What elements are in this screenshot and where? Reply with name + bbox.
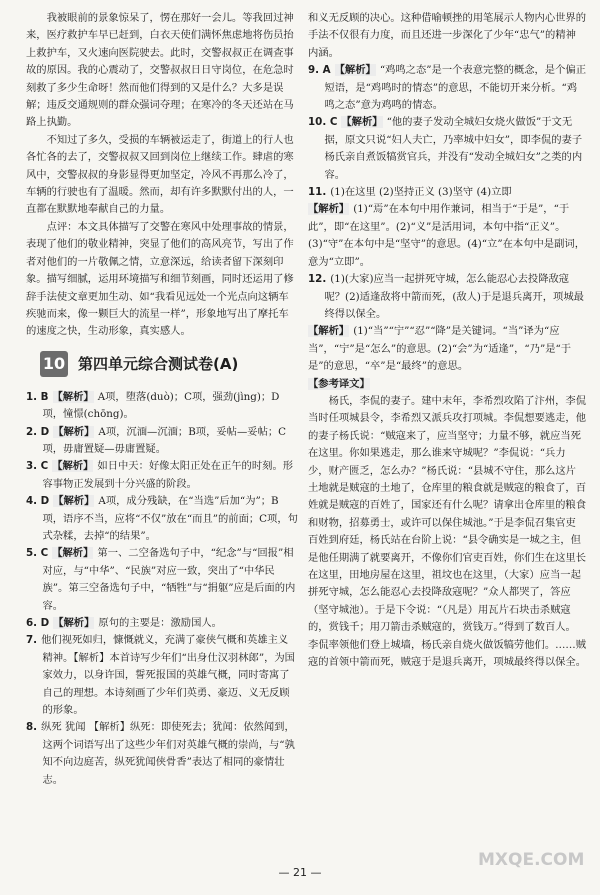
answer-item bbox=[26, 458, 298, 493]
answer-number: 1. B bbox=[26, 390, 49, 403]
answer-number: 5. C bbox=[26, 547, 49, 560]
translation-heading: 【参考译文】 bbox=[308, 377, 370, 390]
answer-text: (1)“焉”在本句中用作兼词，相当于“于是”，“于此”，即“在这里”。(2)“义”是活用词，本句中指“正义”。(3)“守”在本句中是“坚守”的意思。(4)“立”在本句中是副词，意为“立即”。 bbox=[308, 203, 585, 268]
answer-number: 12. bbox=[308, 273, 327, 286]
answer-item bbox=[26, 719, 298, 789]
answer-text: A项，堕落(duò)；C项，强劲(jìng)；D项，憧憬(chōng)。 bbox=[42, 390, 280, 421]
answer-text: (1)在这里 (2)坚持正义 (3)坚守 (4)立即 bbox=[330, 186, 512, 199]
left-column bbox=[26, 10, 298, 789]
answer-text: “鸡鸣之态”是一个表意完整的概念，是个偏正短语，是“鸡鸣时的情态”的意思，不能切开来分析。“鸡鸣之态”意为鸡鸣的情态。 bbox=[324, 64, 586, 112]
answer-item bbox=[308, 201, 586, 271]
answer-item bbox=[308, 62, 586, 114]
right-column bbox=[308, 10, 586, 671]
analysis-tag: 【解析】 bbox=[308, 203, 350, 216]
answer-text: “他的妻子发动全城妇女烧火做饭”于文无据，原文只说“妇人夫亡，乃率城中妇女”，即李侃的妻子杨氏亲自煮饭犒赏官兵，并没有“发动全城妇女”之类的内容。 bbox=[324, 116, 583, 181]
answer-number: 4. D bbox=[26, 495, 50, 508]
answer-item bbox=[26, 424, 298, 459]
answer-item bbox=[308, 323, 586, 375]
answer-item bbox=[26, 389, 298, 424]
answer-item bbox=[308, 114, 586, 184]
answer-text: A项，沉湎—沉湎；B项，妥帖—妥帖；C项，毋庸置疑—毋庸置疑。 bbox=[42, 425, 287, 455]
answer-number: 10. C bbox=[308, 116, 338, 129]
analysis-tag: 【解析】 bbox=[53, 495, 95, 508]
answer-text: 第一、二空备选句子中，“纪念”与“回报”相对应，与“中华”、“民族”对应一致，突出了“中华民族”。第三空备选句子中，“牺牲”与“捐躯”应是后面的内容。 bbox=[42, 547, 296, 612]
answer-item bbox=[26, 615, 298, 632]
answer-item bbox=[308, 271, 586, 323]
page-number: — 21 — bbox=[278, 866, 322, 879]
passage-paragraph: 我被眼前的景象惊呆了，愣在那好一会儿。等我回过神来，医疗救护车早已赶到，白衣天使们满怀焦虑地将伤员抬上救护车，又火速向医院驶去。此时，交警叔叔正在调查事故的原因。我的心震动了，交警叔叔日日守岗位，在危急时刻救了多少生命呀！然而他们得到的又是什么？大多是误解；违反交通规则的群众强词夺理；在寒冷的冬天还站在马路上执勤。 bbox=[26, 12, 294, 129]
continued-text: 和义无反顾的决心。这种借喻顿挫的用笔展示人物内心世界的手法不仅很有力度，而且还进一步深化了少年“忠气”的精神内涵。 bbox=[308, 12, 587, 59]
analysis-tag: 【解析】 bbox=[341, 116, 383, 129]
answer-number: 3. C bbox=[26, 460, 49, 473]
answer-text: 原句的主要是：激励国人。 bbox=[98, 617, 222, 629]
analysis-tag: 【解析】 bbox=[308, 325, 350, 338]
answer-item bbox=[26, 493, 298, 545]
analysis-tag: 【解析】 bbox=[53, 425, 95, 438]
answer-text: 如日中天：好像太阳正处在正午的时刻。形容事物正发展到十分兴盛的阶段。 bbox=[42, 460, 294, 490]
watermark-logo: MXQE.COM bbox=[478, 850, 585, 870]
section-title: 第四单元综合测试卷(A) bbox=[78, 354, 239, 373]
analysis-tag: 【解析】 bbox=[53, 617, 95, 629]
passage-paragraph: 不知过了多久，受损的车辆被运走了，街道上的行人也各忙各的去了，交警叔叔又回到岗位上继续工作。肆虐的寒风中，交警叔叔的身影显得更加坚定，冷风不再那么冷了，车辆的行驶也有了温暖。然而，却有许多默默付出的人，一直都在默默地奉献自己的力量。 bbox=[26, 133, 294, 216]
answer-text: (1)(大家)应当一起拼死守城，怎么能忍心去投降敌寇呢？(2)适逢敌将中箭而死，(敌人)于是退兵离开，项城最终得以保全。 bbox=[324, 273, 584, 320]
answer-item bbox=[308, 184, 586, 201]
answer-number: 9. A bbox=[308, 64, 331, 77]
comment-paragraph: 点评：本文具体描写了交警在寒风中处理事故的情景，表现了他们的敬业精神，突显了他们的高风亮节，写出了作者对他们的一片敬佩之情，立意深远，给读者留下深刻印象。描写细腻，运用环境描写和细节刻画，同时还运用了修辞手法使文章更加生动、如“我看见远处一个光点向这辆车疾驰而来，像一颗巨大的流星一样”，形象地写出了摩托车的速度之快，生动形象，真实感人。 bbox=[26, 220, 294, 338]
answer-text: (1)“当”“宁”“忍”“降”是关键词。“当”译为“应当”，“宁”是“怎么”的意思。(2)“会”为“适逢”，“乃”是“于是”的意思，“卒”是“最终”的意思。 bbox=[308, 325, 572, 373]
answer-text: 他们视死如归，慷慨就义，充满了豪侠气概和英雄主义精神。【解析】本首诗写少年们“出身仕汉羽林郎”，为国家效力，以身许国，誓死报国的英雄气概，同时寄寓了自己的理想。本诗刻画了少年们英勇、豪迈、义无反顾的形象。 bbox=[41, 634, 295, 717]
answer-text: 纵死 犹闻 【解析】纵死：即使死去；犹闻：依然闻到，这两个词语写出了这些少年们对英雄气概的崇尚，与“孰知不向边庭苦，纵死犹闻侠骨香”表达了相同的豪情壮志。 bbox=[41, 721, 295, 786]
answer-number: 11. bbox=[308, 186, 327, 199]
section-header bbox=[26, 349, 298, 381]
answer-number: 2. D bbox=[26, 425, 50, 438]
analysis-tag: 【解析】 bbox=[52, 547, 94, 560]
section-number-badge: 10 bbox=[40, 351, 68, 377]
answer-number: 8. bbox=[26, 721, 38, 734]
answer-item bbox=[26, 545, 298, 615]
analysis-tag: 【解析】 bbox=[334, 64, 376, 77]
answer-number: 7. bbox=[26, 634, 38, 647]
translation-text: 杨氏，李侃的妻子。建中末年，李希烈攻陷了汴州，李侃当时任项城县令，李希烈又派兵攻打项城。李侃想要逃走，他的妻子杨氏说：“贼寇来了，应当坚守；力量不够，就应当死在这里。你如果逃走，那么谁来守城呢？”李侃说：“兵力少，财产匮乏，怎么办？”杨氏说：“县城不守住，那么这片土地就是贼寇的土地了，仓库里的粮食就是贼寇的粮食了，百姓就是贼寇的百姓了，国家还有什么呢？请拿出仓库里的粮食和财物，招募勇士，或许可以保住城池。”于是李侃召集官吏百姓到府廷，杨氏站在台阶上说：“县令确实是一城之主，但是他任期满了就要离开，不像你们官吏百姓，你们生在这里长在这里，田地房屋在这里，祖坟也在这里，（大家）应当一起拼死守城，怎么能忍心去投降敌寇呢？”众人都哭了，答应（坚守城池）。于是下令说：“（凡是）用瓦片石块击杀贼寇的，赏钱千；用刀箭击杀贼寇的，赏钱万。”得到了数百人。李侃率领他们登上城墙，杨氏亲自烧火做饭犒劳他们。……贼寇的首领中箭而死，贼寇于是退兵离开，项城最终得以保全。 bbox=[308, 394, 587, 669]
answer-text: A项，成分残缺，在“当选”后加“为”；B项，语序不当，应将“不仅”放在“而且”的前面；C项，句式杂糅，去掉“的结果”。 bbox=[42, 495, 298, 542]
answer-number: 6. D bbox=[26, 617, 50, 629]
analysis-tag: 【解析】 bbox=[52, 460, 94, 473]
answer-item bbox=[26, 632, 298, 719]
analysis-tag: 【解析】 bbox=[52, 390, 94, 403]
